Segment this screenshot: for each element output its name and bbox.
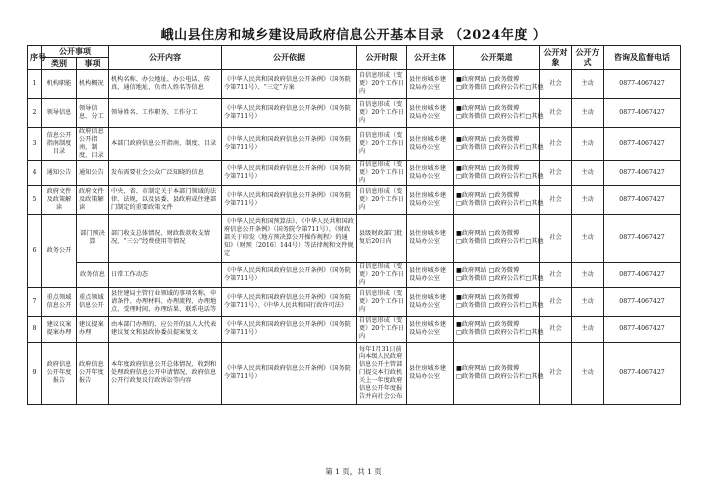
content-cell: 机构名称、办公地址、办公电话、传真、通信地址、负责人姓名等信息	[109, 70, 222, 99]
table-row	[28, 185, 681, 214]
channel-line: □政务微信 □政府公告栏□其他	[456, 84, 544, 91]
channel-line: ■政府网站 □政务微博	[456, 230, 520, 238]
contact-cell: 0877-4067427	[604, 342, 681, 404]
page-footer: 第 1 页，共 1 页	[325, 467, 382, 476]
method-cell: 主动	[572, 70, 604, 99]
table-row	[28, 342, 681, 404]
time-limit-cell: 自信息形成（变更）20个工作日内	[357, 161, 407, 186]
item-cell: 政府信息公开指南、制度、目录	[77, 128, 109, 161]
subject-cell: 县住房城乡建设局办公室	[407, 185, 454, 214]
content-cell: 由本部门办理的、应公开的县人大代表建议复文和县政协委员提案复文	[109, 316, 222, 342]
channel-cell	[454, 99, 544, 128]
header-contact: 咨询及监督电话	[604, 46, 681, 70]
channel-line: □政务微信 □政府公告栏□其他	[456, 172, 544, 180]
table-row	[28, 316, 681, 342]
basis-cell: 《中华人民共和国政府信息公开条例》（国务院令第711号）	[222, 99, 357, 128]
table-row	[28, 161, 681, 186]
channel-line: □政务微信 □政府公告栏□其他	[456, 238, 544, 246]
content-cell: 县住建局主管行业领域的事项名称，申请条件、办理材料、办理流程、办理地点、受理时间、办理结果、联系电话等	[109, 287, 222, 316]
category-cell: 领导信息	[42, 99, 77, 128]
document-title: 峨山县住房和城乡建设局政府信息公开基本目录 （2024年度 ）	[160, 28, 547, 43]
channel-cell	[454, 70, 544, 99]
method-cell: 主动	[572, 262, 604, 287]
content-cell: 本部门政府信息公开指南、制度、目录	[109, 128, 222, 161]
target-cell: 社会	[540, 262, 572, 287]
contact-cell: 0877-4067427	[604, 161, 681, 186]
table-row	[28, 128, 681, 161]
target-cell: 社会	[540, 287, 572, 316]
basis-cell: 《中华人民共和国政府信息公开条例》（国务院令第711号）	[222, 262, 357, 287]
channel-line: ■政府网站 □政务微博	[456, 191, 520, 199]
contact-cell: 0877-4067427	[604, 214, 681, 262]
time-limit-cell: 自信息形成（变更）20个工作日内	[357, 262, 407, 287]
subject-cell: 县住房城乡建设局办公室	[407, 99, 454, 128]
channel-line: □政务微信 □政府公告栏□其他	[456, 373, 544, 381]
header-content: 公开内容	[109, 46, 222, 70]
header-subject: 公开主体	[407, 46, 454, 70]
header-category: 类别	[42, 58, 77, 70]
contact-cell: 0877-4067427	[604, 99, 681, 128]
header-channel: 公开渠道	[454, 46, 540, 70]
header-target: 公开对象	[540, 46, 572, 70]
channel-cell	[454, 214, 544, 262]
time-limit-cell: 每年1月31日前向本级人民政府信息公开主管部门提交本行政机关上一年度政府信息公开年度报告并向社会公布	[357, 342, 407, 404]
time-limit-cell: 自信息形成（变更）20个工作日内	[357, 316, 407, 342]
table-row	[28, 262, 681, 287]
content-cell: 部门收支总体情况、财政拨款收支情况、“三公”经费使用等情况	[109, 214, 222, 262]
target-cell: 社会	[540, 214, 572, 262]
time-limit-cell: 县级财政部门批复后20日内	[357, 214, 407, 262]
contact-cell: 0877-4067427	[604, 287, 681, 316]
channel-line: ■政府网站 □政务微博	[456, 321, 520, 329]
category-cell: 通知公告	[42, 161, 77, 186]
time-limit-cell: 自信息形成（变更）20个工作日内	[357, 128, 407, 161]
header-method: 公开方式	[572, 46, 604, 70]
category-cell: 信息公开指南制度目录	[42, 128, 77, 161]
channel-line: ■政府网站 □政务微博	[456, 266, 520, 274]
channel-cell	[454, 128, 544, 161]
contact-cell: 0877-4067427	[604, 185, 681, 214]
content-cell: 本年度政府信息公开总体情况、收到和处理政府信息公开申请情况、政府信息公开行政复议行政诉讼等内容	[109, 342, 222, 404]
content-cell: 领导姓名、工作职务、工作分工	[109, 99, 222, 128]
channel-line: □政务微信 □政府公告栏□其他	[456, 329, 544, 337]
subject-cell: 县住房城乡建设局办公室	[407, 128, 454, 161]
channel-cell	[454, 262, 544, 287]
seq-cell: 4	[28, 161, 42, 186]
time-limit-cell: 自信息形成（变更）20个工作日内	[357, 185, 407, 214]
seq-cell: 3	[28, 128, 42, 161]
header-matter: 公开事项	[42, 46, 109, 58]
table-row	[28, 214, 681, 262]
table-row	[28, 70, 681, 99]
basis-cell: 《中华人民共和国政府信息公开条例》（国务院令第711号）	[222, 342, 357, 404]
header-time-limit: 公开时限	[357, 46, 407, 70]
subject-cell: 县住房城乡建设局办公室	[407, 316, 454, 342]
category-cell: 政务公开	[42, 214, 77, 287]
seq-cell: 6	[28, 214, 42, 287]
item-cell: 通知公告	[77, 161, 109, 186]
channel-line: ■政府网站 □政务微博	[456, 164, 520, 172]
time-limit-cell: 自信息形成（变更）20个工作日内	[357, 287, 407, 316]
method-cell: 主动	[572, 316, 604, 342]
target-cell: 社会	[540, 70, 572, 99]
basis-cell: 《中华人民共和国预算法》、《中华人民共和国政府信息公开条例》（国务院令第711号）、《财政部关于印发〈地方预决算公开操作规程〉的通知》（财预〔2016〕144号）等法律规和文件规定	[222, 214, 357, 262]
channel-cell	[454, 185, 544, 214]
channel-cell	[454, 161, 544, 186]
channel-line: □政务微信 □政府公告栏□其他	[456, 199, 544, 207]
contact-cell: 0877-4067427	[604, 128, 681, 161]
item-cell: 重点领域信息公开	[77, 287, 109, 316]
basis-cell: 《中华人民共和国政府信息公开条例》（国务院令第711号）	[222, 161, 357, 186]
method-cell: 主动	[572, 287, 604, 316]
basis-cell: 《中华人民共和国政府信息公开条例》（国务院令第711号）	[222, 185, 357, 214]
time-limit-cell: 自信息形成（变更）20个工作日内	[357, 99, 407, 128]
category-cell: 机构职能	[42, 70, 77, 99]
table-row	[28, 287, 681, 316]
category-cell: 重点领域信息公开	[42, 287, 77, 316]
item-cell: 政务信息	[77, 262, 109, 287]
header-seq: 序号	[28, 46, 42, 70]
target-cell: 社会	[540, 342, 572, 404]
seq-cell: 1	[28, 70, 42, 99]
item-cell: 建议提案办理	[77, 316, 109, 342]
basis-cell: 《中华人民共和国政府信息公开条例》（国务院令第711号）	[222, 128, 357, 161]
item-cell: 机构概况	[77, 70, 109, 99]
channel-line: ■政府网站 □政务微博	[456, 293, 520, 301]
contact-cell: 0877-4067427	[604, 70, 681, 99]
table-row	[28, 99, 681, 128]
target-cell: 社会	[540, 161, 572, 186]
header-basis: 公开依据	[222, 46, 357, 70]
item-cell: 政府文件及政策解读	[77, 185, 109, 214]
target-cell: 社会	[540, 185, 572, 214]
channel-line: □政务微信 □政府公告栏□其他	[456, 113, 544, 120]
subject-cell: 县住房城乡建设局办公室	[407, 161, 454, 186]
category-cell: 建议议案提案办理	[42, 316, 77, 342]
target-cell: 社会	[540, 316, 572, 342]
method-cell: 主动	[572, 185, 604, 214]
channel-line: ■政府网站 □政务微博	[456, 105, 520, 113]
subject-cell: 县住房城乡建设局办公室	[407, 214, 454, 262]
channel-line: ■政府网站 □政务微博	[456, 76, 520, 84]
method-cell: 主动	[572, 99, 604, 128]
channel-line: □政务微信 □政府公告栏□其他	[456, 144, 544, 151]
content-cell: 日常工作动态	[109, 262, 222, 287]
subject-cell: 县住房城乡建设局办公室	[407, 287, 454, 316]
basis-cell: 《中华人民共和国政府信息公开条例》（国务院令第711号）、“三定”方案	[222, 70, 357, 99]
category-cell: 政府信息公开年度报告	[42, 342, 77, 404]
channel-line: ■政府网站 □政务微博	[456, 136, 520, 144]
header-item: 事项	[77, 58, 109, 70]
channel-line: □政务微信 □政府公告栏□其他	[456, 301, 544, 309]
method-cell: 主动	[572, 342, 604, 404]
channel-line: ■政府网站 □政务微博	[456, 365, 520, 373]
disclosure-catalog-table	[27, 45, 681, 405]
subject-cell: 县住房城乡建设局办公室	[407, 262, 454, 287]
content-cell: 中央、省、市制定关于本部门领域的法律、法规，以及县委、县政府或住建部门制定的重要政策文件	[109, 185, 222, 214]
basis-cell: 《中华人民共和国政府信息公开条例》（国务院令第711号）	[222, 316, 357, 342]
seq-cell: 8	[28, 316, 42, 342]
seq-cell: 2	[28, 99, 42, 128]
method-cell: 主动	[572, 214, 604, 262]
category-cell: 政府文件及政策解读	[42, 185, 77, 214]
target-cell: 社会	[540, 99, 572, 128]
contact-cell: 0877-4067427	[604, 316, 681, 342]
time-limit-cell: 自信息形成（变更）20个工作日内	[357, 70, 407, 99]
content-cell: 发布需要社会公众广泛知晓的信息	[109, 161, 222, 186]
contact-cell: 0877-4067427	[604, 262, 681, 287]
seq-cell: 7	[28, 287, 42, 316]
method-cell: 主动	[572, 161, 604, 186]
basis-cell: 《中华人民共和国政府信息公开条例》（国务院令第711号）、《中华人民共和国行政许可法》	[222, 287, 357, 316]
seq-cell: 9	[28, 342, 42, 404]
item-cell: 政府信息公开年度报告	[77, 342, 109, 404]
target-cell: 社会	[540, 128, 572, 161]
channel-cell	[454, 316, 544, 342]
item-cell: 部门预决算	[77, 214, 109, 262]
subject-cell: 县住房城乡建设局办公室	[407, 70, 454, 99]
subject-cell: 县住房城乡建设局办公室	[407, 342, 454, 404]
channel-line: □政务微信 □政府公告栏□其他	[456, 274, 544, 282]
seq-cell: 5	[28, 185, 42, 214]
channel-cell	[454, 342, 544, 404]
channel-cell	[454, 287, 544, 316]
item-cell: 领导信息、分工	[77, 99, 109, 128]
method-cell: 主动	[572, 128, 604, 161]
